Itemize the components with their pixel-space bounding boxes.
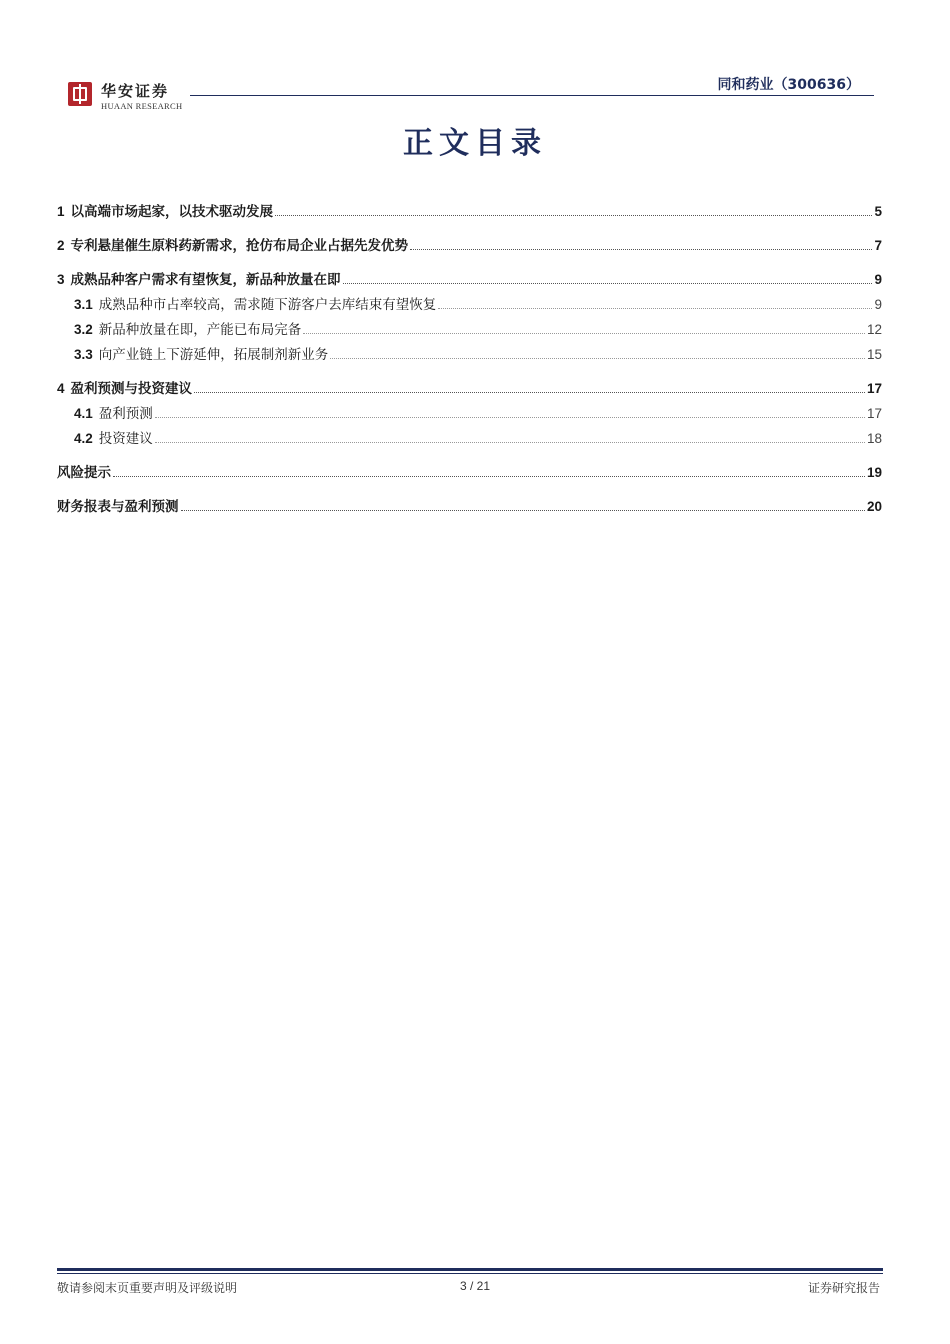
toc-entry[interactable] bbox=[57, 461, 882, 486]
toc-entry[interactable] bbox=[57, 318, 882, 343]
footer-disclaimer: 敬请参阅末页重要声明及评级说明 bbox=[57, 1281, 238, 1295]
toc-leader-dots bbox=[343, 282, 873, 284]
toc-leader-dots bbox=[181, 509, 865, 511]
toc-entry-number: 4.2 bbox=[74, 431, 93, 446]
toc-entry-label: 投资建议 bbox=[98, 431, 153, 447]
toc-entry-number: 3 bbox=[57, 272, 65, 287]
toc-entry-page: 18 bbox=[866, 431, 882, 446]
toc-entry-page: 12 bbox=[866, 322, 882, 337]
toc-entry[interactable] bbox=[57, 427, 882, 452]
toc-entry[interactable] bbox=[57, 495, 882, 520]
page-title: 正文目录 bbox=[403, 126, 547, 161]
toc-entry-label: 财务报表与盈利预测 bbox=[57, 499, 179, 515]
toc-leader-dots bbox=[194, 391, 865, 393]
footer-divider-thin bbox=[57, 1273, 883, 1274]
table-of-contents bbox=[57, 200, 882, 520]
toc-entry-number: 4 bbox=[57, 381, 65, 396]
toc-entry[interactable] bbox=[57, 377, 882, 402]
toc-leader-dots bbox=[275, 214, 872, 216]
toc-leader-dots bbox=[155, 416, 865, 418]
toc-entry[interactable] bbox=[57, 268, 882, 293]
page-number: 3 / 21 bbox=[459, 1279, 491, 1293]
toc-leader-dots bbox=[155, 441, 865, 443]
toc-entry[interactable] bbox=[57, 293, 882, 318]
toc-entry-label: 盈利预测 bbox=[98, 406, 153, 422]
toc-leader-dots bbox=[303, 332, 865, 334]
toc-leader-dots bbox=[438, 307, 872, 309]
toc-entry-label: 新品种放量在即，产能已布局完备 bbox=[98, 322, 302, 338]
toc-entry-number: 3.1 bbox=[74, 297, 93, 312]
toc-entry-page: 19 bbox=[866, 465, 882, 480]
logo-text-cn: 华安证券 bbox=[101, 82, 170, 100]
logo-text-en: HUAAN RESEARCH bbox=[101, 101, 183, 111]
toc-entry[interactable] bbox=[57, 234, 882, 259]
toc-entry-label: 盈利预测与投资建议 bbox=[70, 381, 193, 397]
toc-entry-label: 专利悬崖催生原料药新需求，抢仿布局企业占据先发优势 bbox=[70, 238, 409, 254]
toc-entry-page: 7 bbox=[874, 238, 882, 253]
toc-entry-page: 20 bbox=[866, 499, 882, 514]
toc-entry-page: 15 bbox=[866, 347, 882, 362]
toc-leader-dots bbox=[410, 248, 872, 250]
toc-entry-page: 17 bbox=[866, 406, 882, 421]
toc-entry-label: 风险提示 bbox=[57, 465, 111, 481]
toc-entry-label: 成熟品种客户需求有望恢复，新品种放量在即 bbox=[70, 272, 341, 288]
toc-entry-label: 成熟品种市占率较高，需求随下游客户去库结束有望恢复 bbox=[98, 297, 437, 313]
toc-entry-page: 9 bbox=[874, 297, 882, 312]
toc-entry[interactable] bbox=[57, 402, 882, 427]
header-divider bbox=[190, 95, 874, 96]
toc-entry-number: 1 bbox=[57, 204, 65, 219]
toc-leader-dots bbox=[113, 475, 865, 477]
toc-entry-page: 9 bbox=[874, 272, 882, 287]
toc-leader-dots bbox=[330, 357, 865, 359]
report-type: 证券研究报告 bbox=[807, 1281, 880, 1295]
toc-entry-number: 4.1 bbox=[74, 406, 93, 421]
toc-entry[interactable] bbox=[57, 343, 882, 368]
company-name: 同和药业（300636） bbox=[717, 77, 860, 93]
footer-divider bbox=[57, 1268, 883, 1271]
toc-entry-label: 向产业链上下游延伸，拓展制剂新业务 bbox=[98, 347, 329, 363]
toc-entry-label: 以高端市场起家，以技术驱动发展 bbox=[70, 204, 274, 220]
toc-entry-page: 17 bbox=[866, 381, 882, 396]
huaan-logo-icon bbox=[68, 82, 92, 106]
toc-entry-page: 5 bbox=[874, 204, 882, 219]
toc-entry-number: 3.3 bbox=[74, 347, 93, 362]
toc-entry-number: 3.2 bbox=[74, 322, 93, 337]
toc-entry[interactable] bbox=[57, 200, 882, 225]
toc-entry-number: 2 bbox=[57, 238, 65, 253]
page-header bbox=[0, 0, 950, 110]
